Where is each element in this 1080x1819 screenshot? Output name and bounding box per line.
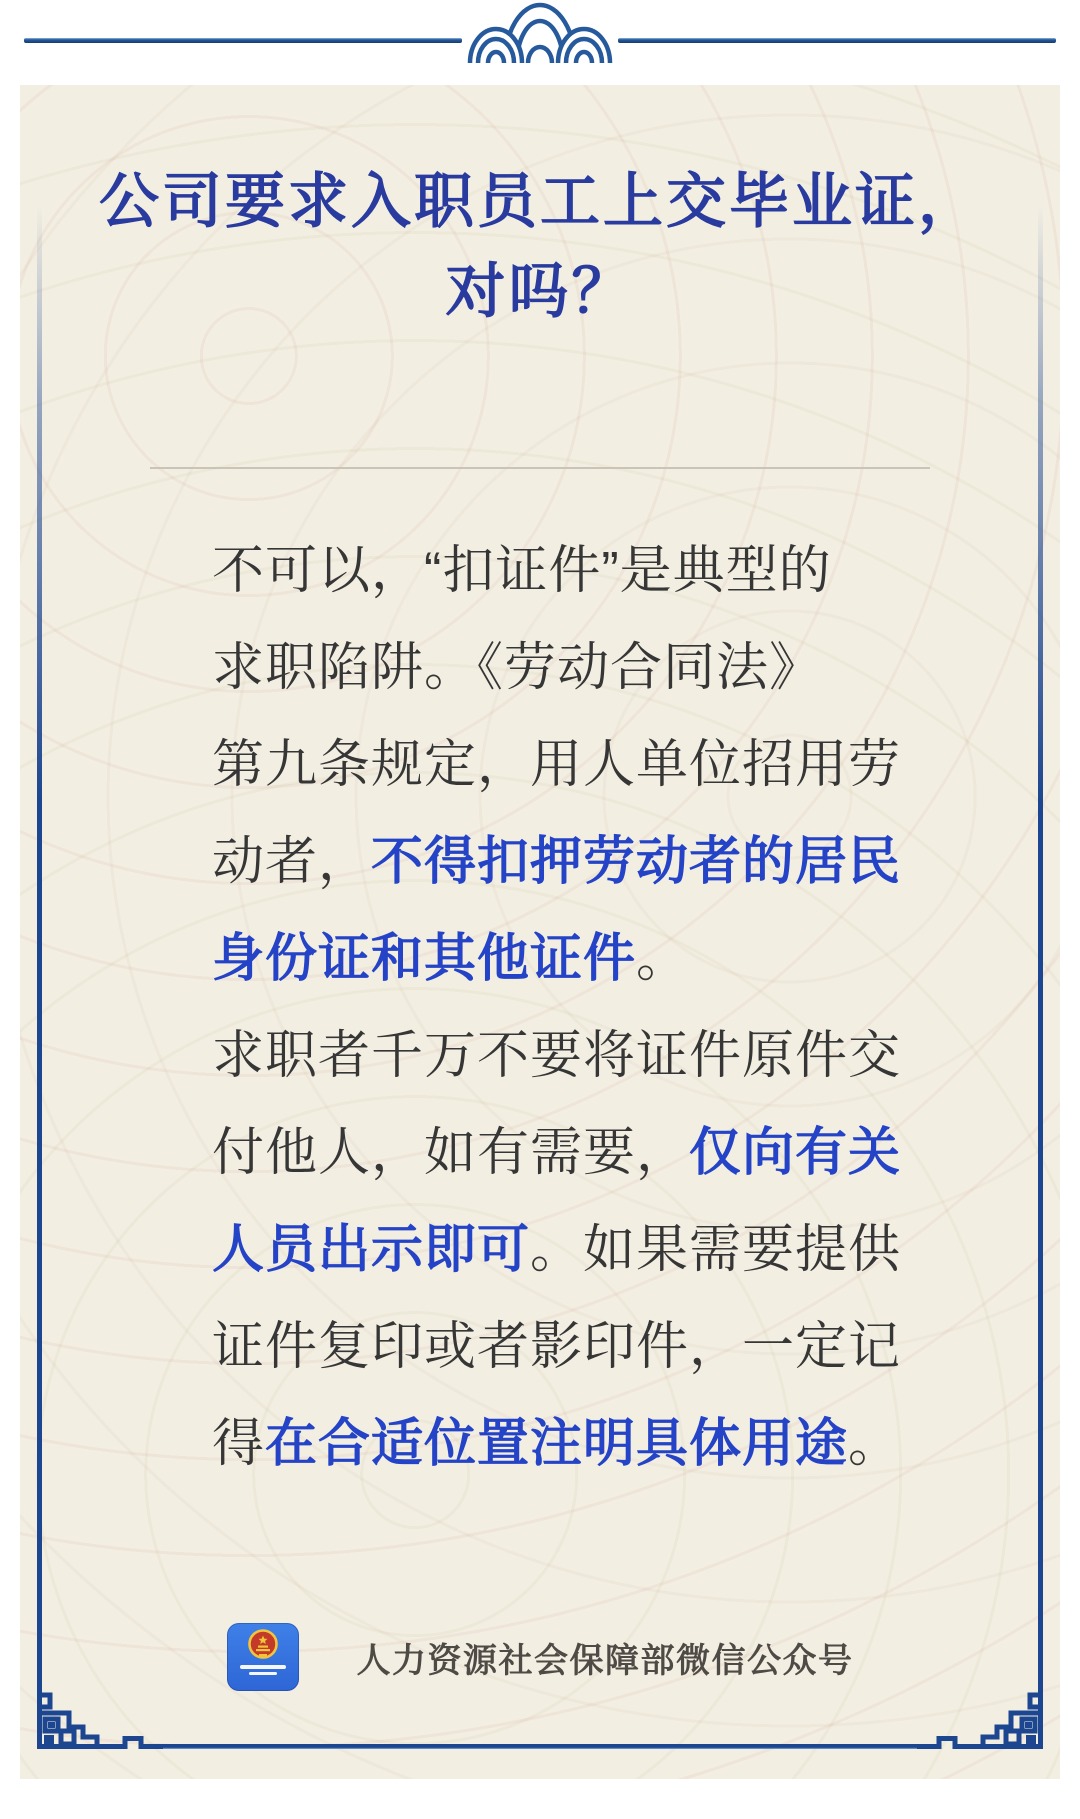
national-emblem-icon xyxy=(241,1627,285,1663)
emphasis-text: 在合适位置注明具体用途 xyxy=(265,1415,849,1473)
header-strip xyxy=(0,0,1080,85)
plain-text: 得 xyxy=(212,1415,266,1473)
plain-text: 付他人，如有需要， xyxy=(212,1124,690,1182)
emphasis-text: 身份证和其他证件 xyxy=(212,930,637,988)
body-text-line xyxy=(212,1396,912,1493)
plain-text: 。 xyxy=(848,1415,902,1473)
body-text-line xyxy=(212,1299,912,1396)
body-text-line xyxy=(212,620,912,717)
mohrss-emblem-logo xyxy=(227,1623,299,1691)
body-text-line xyxy=(212,1008,912,1105)
body-text-line xyxy=(212,1105,912,1202)
body-text-line xyxy=(212,523,912,620)
fret-corner-right-icon xyxy=(917,1685,1047,1753)
auspicious-cloud-icon xyxy=(460,0,620,63)
content-panel xyxy=(20,85,1060,1779)
plain-text: 。如果需要提供 xyxy=(530,1221,902,1279)
page-title-line2: 对吗？ xyxy=(445,259,635,325)
plain-text: 第九条规定，用人单位招用劳 xyxy=(212,736,902,794)
logo-text-bar xyxy=(240,1665,286,1669)
frame-left-border xyxy=(37,205,42,1694)
body-text xyxy=(212,523,912,1493)
page-title-line1: 公司要求入职员工上交毕业证， xyxy=(99,169,981,235)
footer-account-name: 人力资源社会保障部微信公众号 xyxy=(356,1641,854,1680)
plain-text: 求职者千万不要将证件原件交 xyxy=(212,1027,902,1085)
plain-text: 不可以，“扣证件”是典型的 xyxy=(212,542,832,600)
emphasis-text: 不得扣押劳动者的居民 xyxy=(371,833,902,891)
plain-text: 动者， xyxy=(212,833,372,891)
frame-bottom-border xyxy=(160,1744,920,1749)
body-text-line xyxy=(212,1202,912,1299)
fret-corner-left-icon xyxy=(33,1685,163,1753)
header-line-left xyxy=(24,38,462,43)
frame-right-border xyxy=(1038,205,1043,1694)
logo-text-bar xyxy=(249,1672,277,1675)
plain-text: 。 xyxy=(636,930,690,988)
plain-text: 求职陷阱。《劳动合同法》 xyxy=(212,639,823,697)
emphasis-text: 仅向有关 xyxy=(689,1124,902,1182)
body-text-line xyxy=(212,814,912,911)
body-text-line xyxy=(212,911,912,1008)
divider-line xyxy=(150,467,930,469)
body-text-line xyxy=(212,717,912,814)
page-title xyxy=(20,157,1060,337)
header-line-right xyxy=(618,38,1056,43)
emphasis-text: 人员出示即可 xyxy=(212,1221,531,1279)
plain-text: 证件复印或者影印件，一定记 xyxy=(212,1318,902,1376)
footer-row xyxy=(20,1623,1060,1691)
